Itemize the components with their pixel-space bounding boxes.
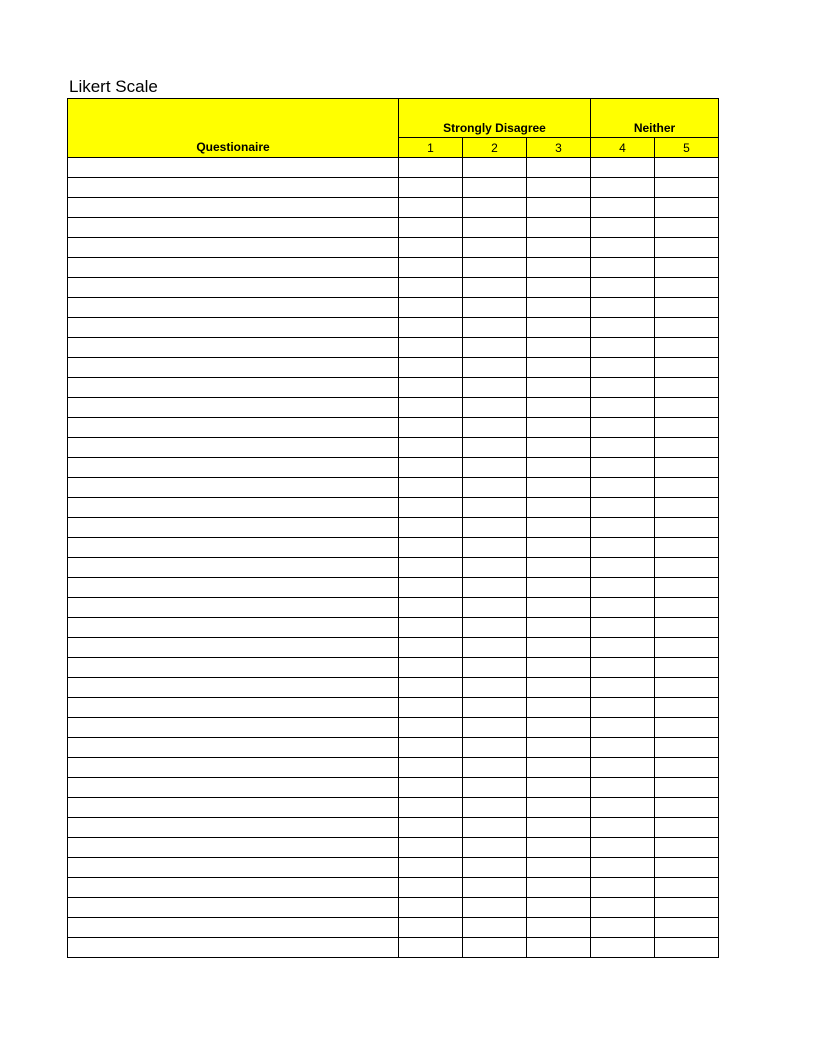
rating-cell-2[interactable] [463,618,527,638]
rating-cell-3[interactable] [527,538,591,558]
table-row [68,318,719,338]
rating-cell-5[interactable] [655,498,719,518]
rating-cell-2[interactable] [463,638,527,658]
rating-cell-3[interactable] [527,398,591,418]
rating-cell-3[interactable] [527,938,591,958]
rating-cell-4[interactable] [591,658,655,678]
rating-cell-2[interactable] [463,438,527,458]
table-row [68,578,719,598]
rating-cell-2[interactable] [463,838,527,858]
rating-cell-5[interactable] [655,278,719,298]
rating-cell-3[interactable] [527,358,591,378]
rating-cell-4[interactable] [591,878,655,898]
rating-cell-2[interactable] [463,458,527,478]
rating-cell-2[interactable] [463,178,527,198]
rating-cell-4[interactable] [591,918,655,938]
rating-cell-4[interactable] [591,238,655,258]
rating-cell-2[interactable] [463,378,527,398]
question-cell[interactable] [68,758,399,778]
rating-cell-1[interactable] [399,418,463,438]
scale-header-3: 3 [527,138,591,158]
table-row [68,678,719,698]
question-cell[interactable] [68,298,399,318]
rating-cell-5[interactable] [655,258,719,278]
rating-cell-1[interactable] [399,798,463,818]
rating-cell-2[interactable] [463,398,527,418]
rating-cell-4[interactable] [591,218,655,238]
rating-cell-3[interactable] [527,558,591,578]
rating-cell-3[interactable] [527,778,591,798]
question-cell[interactable] [68,658,399,678]
table-row [68,278,719,298]
question-cell[interactable] [68,338,399,358]
rating-cell-1[interactable] [399,758,463,778]
rating-cell-4[interactable] [591,738,655,758]
question-cell[interactable] [68,638,399,658]
scale-header-4: 4 [591,138,655,158]
table-row [68,498,719,518]
rating-cell-3[interactable] [527,518,591,538]
question-cell[interactable] [68,398,399,418]
table-row [68,438,719,458]
question-cell[interactable] [68,498,399,518]
rating-cell-1[interactable] [399,518,463,538]
rating-cell-2[interactable] [463,818,527,838]
question-cell[interactable] [68,738,399,758]
rating-cell-4[interactable] [591,838,655,858]
rating-cell-5[interactable] [655,458,719,478]
table-row [68,558,719,578]
rating-cell-4[interactable] [591,638,655,658]
scale-header-1: 1 [399,138,463,158]
question-cell[interactable] [68,678,399,698]
rating-cell-4[interactable] [591,298,655,318]
table-row [68,518,719,538]
table-row [68,698,719,718]
rating-cell-4[interactable] [591,478,655,498]
question-cell[interactable] [68,718,399,738]
rating-cell-3[interactable] [527,578,591,598]
question-cell[interactable] [68,838,399,858]
rating-cell-4[interactable] [591,758,655,778]
rating-cell-1[interactable] [399,198,463,218]
rating-cell-4[interactable] [591,278,655,298]
table-row [68,898,719,918]
rating-cell-1[interactable] [399,718,463,738]
rating-cell-1[interactable] [399,898,463,918]
rating-cell-3[interactable] [527,438,591,458]
table-row [68,178,719,198]
table-row [68,618,719,638]
rating-cell-4[interactable] [591,518,655,538]
rating-cell-2[interactable] [463,358,527,378]
rating-cell-5[interactable] [655,398,719,418]
table-row [68,798,719,818]
rating-cell-3[interactable] [527,658,591,678]
rating-cell-2[interactable] [463,518,527,538]
table-row [68,458,719,478]
rating-cell-5[interactable] [655,798,719,818]
rating-cell-1[interactable] [399,638,463,658]
rating-cell-3[interactable] [527,718,591,738]
rating-cell-4[interactable] [591,898,655,918]
rating-cell-4[interactable] [591,858,655,878]
rating-cell-2[interactable] [463,758,527,778]
rating-cell-3[interactable] [527,598,591,618]
rating-cell-5[interactable] [655,598,719,618]
rating-cell-2[interactable] [463,318,527,338]
rating-cell-3[interactable] [527,638,591,658]
question-cell[interactable] [68,178,399,198]
scale-header-2: 2 [463,138,527,158]
question-cell[interactable] [68,418,399,438]
question-cell[interactable] [68,558,399,578]
rating-cell-3[interactable] [527,858,591,878]
rating-cell-4[interactable] [591,198,655,218]
rating-cell-1[interactable] [399,318,463,338]
rating-cell-4[interactable] [591,398,655,418]
rating-cell-4[interactable] [591,178,655,198]
rating-cell-1[interactable] [399,858,463,878]
table-row [68,718,719,738]
question-cell[interactable] [68,898,399,918]
rating-cell-1[interactable] [399,938,463,958]
table-row [68,778,719,798]
rating-cell-1[interactable] [399,478,463,498]
rating-cell-2[interactable] [463,878,527,898]
rating-cell-5[interactable] [655,238,719,258]
question-cell[interactable] [68,258,399,278]
rating-cell-2[interactable] [463,538,527,558]
question-cell[interactable] [68,618,399,638]
rating-cell-3[interactable] [527,918,591,938]
rating-cell-2[interactable] [463,258,527,278]
rating-cell-1[interactable] [399,158,463,178]
table-row [68,398,719,418]
rating-cell-4[interactable] [591,778,655,798]
table-row [68,258,719,278]
rating-cell-3[interactable] [527,818,591,838]
rating-cell-3[interactable] [527,798,591,818]
rating-cell-4[interactable] [591,318,655,338]
rating-cell-4[interactable] [591,458,655,478]
rating-cell-4[interactable] [591,158,655,178]
rating-cell-5[interactable] [655,198,719,218]
table-row [68,938,719,958]
likert-table [67,98,719,958]
rating-cell-1[interactable] [399,678,463,698]
rating-cell-5[interactable] [655,898,719,918]
table-row [68,298,719,318]
rating-cell-5[interactable] [655,858,719,878]
rating-cell-3[interactable] [527,318,591,338]
table-row [68,158,719,178]
rating-cell-5[interactable] [655,838,719,858]
question-cell[interactable] [68,778,399,798]
rating-cell-1[interactable] [399,578,463,598]
rating-cell-2[interactable] [463,898,527,918]
question-cell[interactable] [68,438,399,458]
question-cell[interactable] [68,538,399,558]
table-row [68,858,719,878]
rating-cell-1[interactable] [399,398,463,418]
rating-cell-5[interactable] [655,638,719,658]
rating-cell-4[interactable] [591,718,655,738]
rating-cell-1[interactable] [399,218,463,238]
group-header-strongly-disagree: Strongly Disagree [399,99,591,138]
rating-cell-4[interactable] [591,938,655,958]
rating-cell-2[interactable] [463,158,527,178]
question-cell[interactable] [68,238,399,258]
rating-cell-2[interactable] [463,298,527,318]
rating-cell-5[interactable] [655,358,719,378]
likert-table-body [68,158,719,958]
question-cell[interactable] [68,598,399,618]
rating-cell-3[interactable] [527,338,591,358]
scale-header-5: 5 [655,138,719,158]
rating-cell-4[interactable] [591,698,655,718]
table-row [68,198,719,218]
table-row [68,818,719,838]
question-cell[interactable] [68,278,399,298]
rating-cell-3[interactable] [527,898,591,918]
rating-cell-4[interactable] [591,798,655,818]
question-cell[interactable] [68,578,399,598]
rating-cell-3[interactable] [527,218,591,238]
rating-cell-1[interactable] [399,438,463,458]
question-cell[interactable] [68,358,399,378]
rating-cell-5[interactable] [655,658,719,678]
rating-cell-5[interactable] [655,438,719,458]
rating-cell-5[interactable] [655,178,719,198]
rating-cell-3[interactable] [527,678,591,698]
rating-cell-2[interactable] [463,198,527,218]
rating-cell-1[interactable] [399,278,463,298]
rating-cell-3[interactable] [527,618,591,638]
rating-cell-1[interactable] [399,298,463,318]
question-cell[interactable] [68,318,399,338]
rating-cell-2[interactable] [463,718,527,738]
question-cell[interactable] [68,858,399,878]
rating-cell-4[interactable] [591,418,655,438]
rating-cell-3[interactable] [527,698,591,718]
rating-cell-4[interactable] [591,258,655,278]
rating-cell-2[interactable] [463,478,527,498]
rating-cell-1[interactable] [399,498,463,518]
table-row [68,598,719,618]
question-cell[interactable] [68,798,399,818]
rating-cell-1[interactable] [399,458,463,478]
rating-cell-3[interactable] [527,478,591,498]
table-row [68,218,719,238]
rating-cell-5[interactable] [655,698,719,718]
rating-cell-5[interactable] [655,338,719,358]
rating-cell-4[interactable] [591,818,655,838]
rating-cell-1[interactable] [399,618,463,638]
group-header-neither: Neither [591,99,719,138]
table-row [68,358,719,378]
rating-cell-4[interactable] [591,358,655,378]
rating-cell-2[interactable] [463,858,527,878]
rating-cell-5[interactable] [655,218,719,238]
question-cell[interactable] [68,378,399,398]
rating-cell-3[interactable] [527,838,591,858]
rating-cell-3[interactable] [527,758,591,778]
rating-cell-3[interactable] [527,198,591,218]
table-row [68,738,719,758]
rating-cell-5[interactable] [655,918,719,938]
rating-cell-1[interactable] [399,378,463,398]
rating-cell-1[interactable] [399,878,463,898]
rating-cell-1[interactable] [399,538,463,558]
rating-cell-1[interactable] [399,818,463,838]
rating-cell-4[interactable] [591,538,655,558]
rating-cell-5[interactable] [655,378,719,398]
rating-cell-5[interactable] [655,618,719,638]
rating-cell-2[interactable] [463,278,527,298]
rating-cell-1[interactable] [399,178,463,198]
rating-cell-3[interactable] [527,418,591,438]
question-cell[interactable] [68,938,399,958]
rating-cell-2[interactable] [463,238,527,258]
rating-cell-2[interactable] [463,558,527,578]
rating-cell-5[interactable] [655,678,719,698]
rating-cell-2[interactable] [463,738,527,758]
question-cell[interactable] [68,518,399,538]
table-row [68,538,719,558]
rating-cell-1[interactable] [399,838,463,858]
rating-cell-1[interactable] [399,738,463,758]
rating-cell-4[interactable] [591,678,655,698]
rating-cell-1[interactable] [399,918,463,938]
rating-cell-4[interactable] [591,378,655,398]
table-row [68,638,719,658]
rating-cell-2[interactable] [463,598,527,618]
table-row [68,758,719,778]
rating-cell-2[interactable] [463,338,527,358]
rating-cell-3[interactable] [527,238,591,258]
rating-cell-2[interactable] [463,938,527,958]
rating-cell-5[interactable] [655,558,719,578]
rating-cell-5[interactable] [655,738,719,758]
rating-cell-4[interactable] [591,578,655,598]
question-cell[interactable] [68,818,399,838]
rating-cell-3[interactable] [527,158,591,178]
rating-cell-3[interactable] [527,178,591,198]
rating-cell-5[interactable] [655,818,719,838]
rating-cell-4[interactable] [591,438,655,458]
rating-cell-3[interactable] [527,258,591,278]
rating-cell-3[interactable] [527,458,591,478]
rating-cell-1[interactable] [399,778,463,798]
question-cell[interactable] [68,698,399,718]
rating-cell-1[interactable] [399,558,463,578]
rating-cell-2[interactable] [463,698,527,718]
rating-cell-2[interactable] [463,418,527,438]
rating-cell-2[interactable] [463,498,527,518]
question-cell[interactable] [68,158,399,178]
rating-cell-4[interactable] [591,618,655,638]
rating-cell-1[interactable] [399,658,463,678]
rating-cell-3[interactable] [527,378,591,398]
rating-cell-5[interactable] [655,758,719,778]
table-row [68,838,719,858]
question-cell[interactable] [68,458,399,478]
rating-cell-1[interactable] [399,358,463,378]
table-row [68,378,719,398]
rating-cell-5[interactable] [655,158,719,178]
rating-cell-1[interactable] [399,698,463,718]
rating-cell-5[interactable] [655,518,719,538]
table-row [68,418,719,438]
rating-cell-5[interactable] [655,938,719,958]
question-cell[interactable] [68,218,399,238]
rating-cell-5[interactable] [655,298,719,318]
rating-cell-2[interactable] [463,658,527,678]
table-row [68,238,719,258]
rating-cell-1[interactable] [399,238,463,258]
rating-cell-5[interactable] [655,318,719,338]
rating-cell-3[interactable] [527,498,591,518]
rating-cell-5[interactable] [655,878,719,898]
question-cell[interactable] [68,918,399,938]
table-row [68,878,719,898]
table-row [68,338,719,358]
page-title: Likert Scale [69,77,158,96]
rating-cell-2[interactable] [463,678,527,698]
rating-cell-5[interactable] [655,418,719,438]
rating-cell-3[interactable] [527,738,591,758]
rating-cell-2[interactable] [463,798,527,818]
rating-cell-3[interactable] [527,278,591,298]
rating-cell-4[interactable] [591,598,655,618]
table-row [68,918,719,938]
rating-cell-2[interactable] [463,578,527,598]
rating-cell-1[interactable] [399,338,463,358]
rating-cell-5[interactable] [655,538,719,558]
table-row [68,478,719,498]
rating-cell-5[interactable] [655,578,719,598]
rating-cell-2[interactable] [463,918,527,938]
rating-cell-4[interactable] [591,338,655,358]
rating-cell-5[interactable] [655,778,719,798]
question-cell[interactable] [68,478,399,498]
rating-cell-5[interactable] [655,718,719,738]
questionnaire-header: Questionaire [68,99,399,158]
table-row [68,658,719,678]
rating-cell-2[interactable] [463,778,527,798]
rating-cell-3[interactable] [527,298,591,318]
rating-cell-3[interactable] [527,878,591,898]
question-cell[interactable] [68,878,399,898]
rating-cell-4[interactable] [591,558,655,578]
rating-cell-1[interactable] [399,598,463,618]
question-cell[interactable] [68,198,399,218]
rating-cell-2[interactable] [463,218,527,238]
rating-cell-4[interactable] [591,498,655,518]
rating-cell-5[interactable] [655,478,719,498]
rating-cell-1[interactable] [399,258,463,278]
